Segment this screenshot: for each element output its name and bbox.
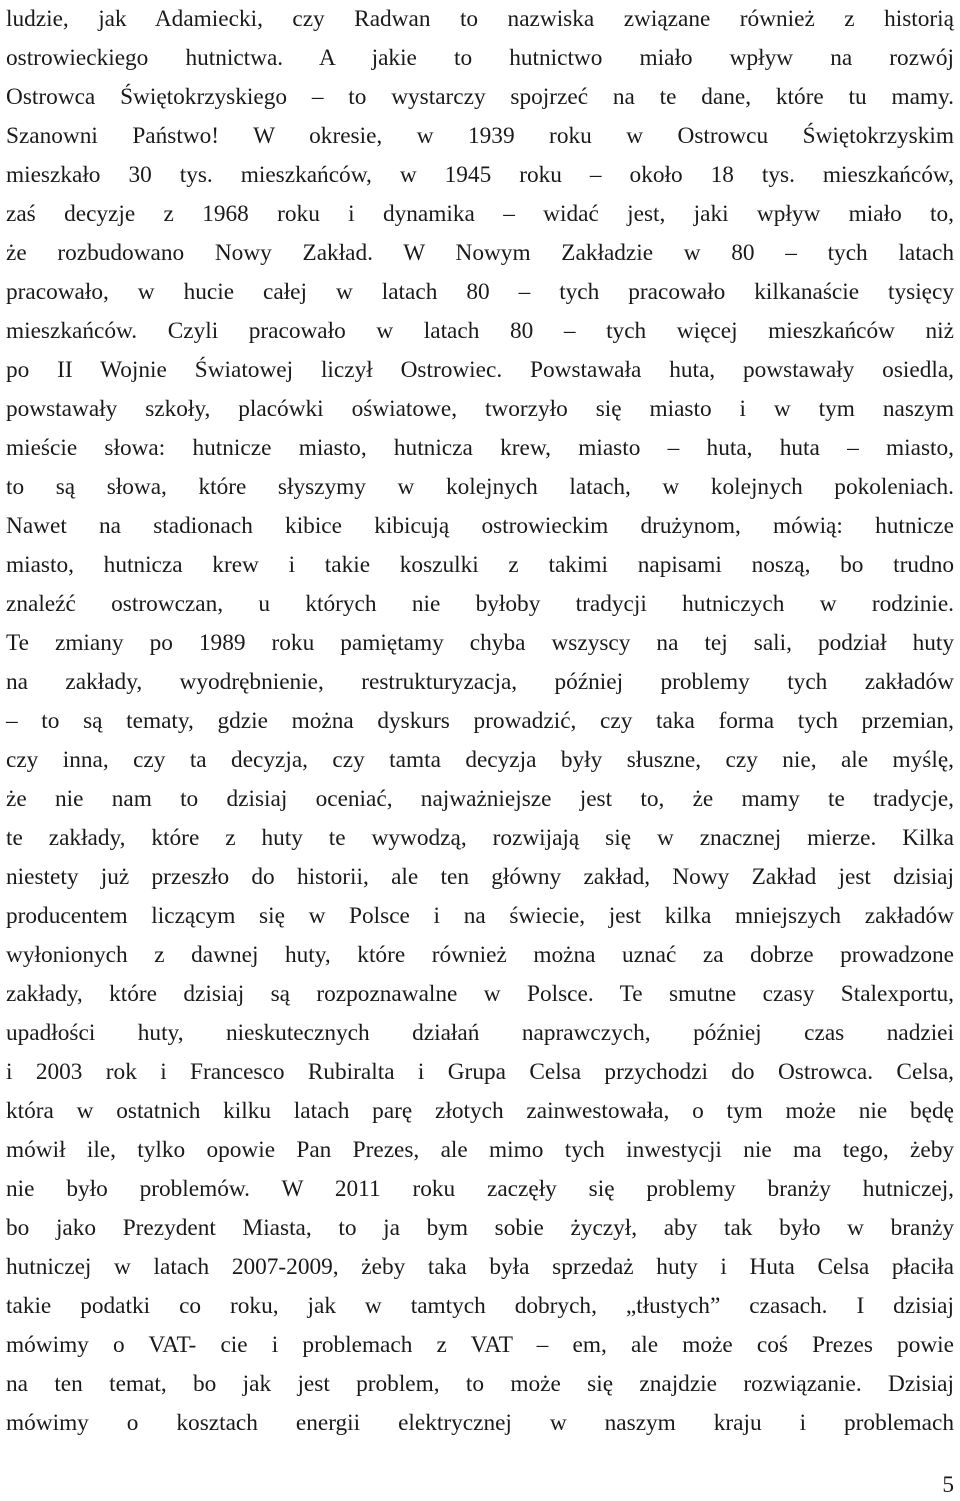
text-line: mówił ile, tylko opowie Pan Prezes, ale mimo tych inwestycji nie ma tego, żeby [6, 1137, 954, 1163]
text-line: pracowało, w hucie całej w latach 80 – tych pracowało kilkanaście tysięcy [6, 279, 954, 305]
text-line: czy inna, czy ta decyzja, czy tamta decyzja były słuszne, czy nie, ale myślę, [6, 747, 954, 773]
text-line: Ostrowca Świętokrzyskiego – to wystarczy spojrzeć na te dane, które tu mamy. [6, 84, 954, 110]
text-line: znaleźć ostrowczan, u których nie byłoby tradycji hutniczych w rodzinie. [6, 591, 954, 617]
text-line: upadłości huty, nieskutecznych działań naprawczych, później czas nadziei [6, 1020, 954, 1046]
text-line: po II Wojnie Światowej liczył Ostrowiec. Powstawała huta, powstawały osiedla, [6, 357, 954, 383]
text-line: takie podatki co roku, jak w tamtych dobrych, „tłustych” czasach. I dzisiaj [6, 1293, 954, 1319]
text-line: i 2003 rok i Francesco Rubiralta i Grupa Celsa przychodzi do Ostrowca. Celsa, [6, 1059, 954, 1085]
text-line: że nie nam to dzisiaj oceniać, najważniejsze jest to, że mamy te tradycje, [6, 786, 954, 812]
text-line: na zakłady, wyodrębnienie, restrukturyzacja, później problemy tych zakładów [6, 669, 954, 695]
text-line: ostrowieckiego hutnictwa. A jakie to hutnictwo miało wpływ na rozwój [6, 45, 954, 71]
text-line: to są słowa, które słyszymy w kolejnych latach, w kolejnych pokoleniach. [6, 474, 954, 500]
text-line: wyłonionych z dawnej huty, które również można uznać za dobrze prowadzone [6, 942, 954, 968]
text-line: powstawały szkoły, placówki oświatowe, tworzyło się miasto i w tym naszym [6, 396, 954, 422]
text-line: mówimy o VAT- cie i problemach z VAT – em, ale może coś Prezes powie [6, 1332, 954, 1358]
text-line: na ten temat, bo jak jest problem, to może się znajdzie rozwiązanie. Dzisiaj [6, 1371, 954, 1397]
text-line: bo jako Prezydent Miasta, to ja bym sobie życzył, aby tak było w branży [6, 1215, 954, 1241]
text-line: mieszkało 30 tys. mieszkańców, w 1945 roku – około 18 tys. mieszkańców, [6, 162, 954, 188]
text-line: zaś decyzje z 1968 roku i dynamika – widać jest, jaki wpływ miało to, [6, 201, 954, 227]
text-line: – to są tematy, gdzie można dyskurs prowadzić, czy taka forma tych przemian, [6, 708, 954, 734]
text-line: zakłady, które dzisiaj są rozpoznawalne w Polsce. Te smutne czasy Stalexportu, [6, 981, 954, 1007]
text-line: która w ostatnich kilku latach parę złotych zainwestowała, o tym może nie będę [6, 1098, 954, 1124]
text-line: mieszkańców. Czyli pracowało w latach 80 – tych więcej mieszkańców niż [6, 318, 954, 344]
text-line: mieście słowa: hutnicze miasto, hutnicza krew, miasto – huta, huta – miasto, [6, 435, 954, 461]
text-line: te zakłady, które z huty te wywodzą, rozwijają się w znacznej mierze. Kilka [6, 825, 954, 851]
text-line: hutniczej w latach 2007-2009, żeby taka była sprzedaż huty i Huta Celsa płaciła [6, 1254, 954, 1280]
page-number: 5 [942, 1472, 954, 1498]
text-line: że rozbudowano Nowy Zakład. W Nowym Zakładzie w 80 – tych latach [6, 240, 954, 266]
text-line: Nawet na stadionach kibice kibicują ostrowieckim drużynom, mówią: hutnicze [6, 513, 954, 539]
text-line: Szanowni Państwo! W okresie, w 1939 roku w Ostrowcu Świętokrzyskim [6, 123, 954, 149]
text-line: nie było problemów. W 2011 roku zaczęły się problemy branży hutniczej, [6, 1176, 954, 1202]
text-line: producentem liczącym się w Polsce i na świecie, jest kilka mniejszych zakładów [6, 903, 954, 929]
text-line: miasto, hutnicza krew i takie koszulki z takimi napisami noszą, bo trudno [6, 552, 954, 578]
text-line: Te zmiany po 1989 roku pamiętamy chyba wszyscy na tej sali, podział huty [6, 630, 954, 656]
text-line: mówimy o kosztach energii elektrycznej w naszym kraju i problemach [6, 1410, 954, 1436]
text-line: ludzie, jak Adamiecki, czy Radwan to nazwiska związane również z historią [6, 6, 954, 32]
text-line: niestety już przeszło do historii, ale ten główny zakład, Nowy Zakład jest dzisiaj [6, 864, 954, 890]
body-text [6, 0, 954, 1443]
